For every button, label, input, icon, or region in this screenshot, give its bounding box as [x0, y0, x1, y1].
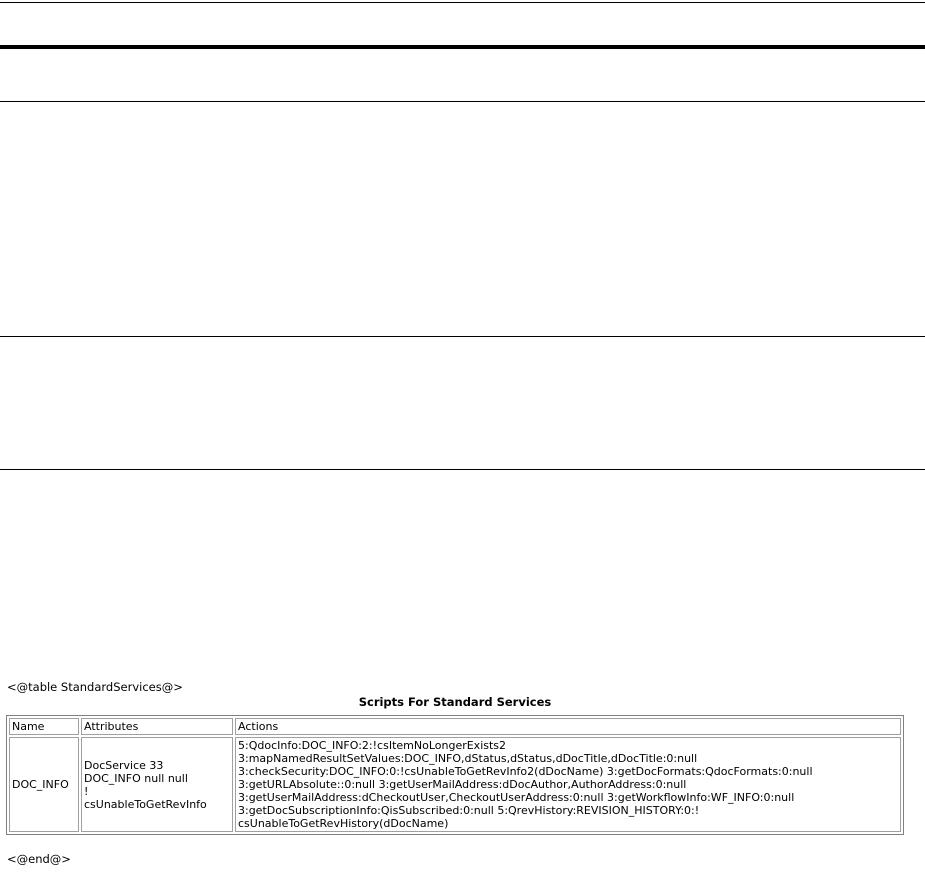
service-actions-cell — [235, 737, 901, 832]
services-table — [6, 715, 904, 835]
section-rule — [0, 469, 925, 470]
action-line: 3:getURLAbsolute::0:null 3:getUserMailAddress:dDocAuthor,AuthorAddress:0:null — [238, 778, 687, 791]
attribute-line: DOC_INFO null null — [84, 771, 188, 785]
table-open-tag: <@table StandardServices@> — [7, 680, 183, 694]
attribute-line: ! — [84, 784, 89, 798]
action-line: 3:checkSecurity:DOC_INFO:0:!csUnableToGetRevInfo2(dDocName) 3:getDocFormats:QdocFormats:0:null — [238, 765, 813, 778]
table-caption: Scripts For Standard Services — [358, 695, 552, 709]
attribute-line: DocService 33 — [84, 758, 164, 772]
table-close-tag: <@end@> — [7, 852, 71, 866]
action-line: csUnableToGetRevHistory(dDocName) — [238, 817, 449, 830]
table-header-row — [9, 718, 901, 735]
section-rule — [0, 336, 925, 337]
action-line: 3:getUserMailAddress:dCheckoutUser,CheckoutUserAddress:0:null 3:getWorkflowInfo:WF_INFO:0:null — [238, 791, 795, 804]
service-attributes-cell — [81, 737, 233, 832]
header-actions: Actions — [235, 718, 901, 735]
action-line: 5:QdocInfo:DOC_INFO:2:!csItemNoLongerExists2 — [238, 739, 507, 752]
top-rule — [0, 2, 925, 3]
action-line: 3:mapNamedResultSetValues:DOC_INFO,dStatus,dStatus,dDocTitle,dDocTitle:0:null — [238, 752, 698, 765]
header-attributes: Attributes — [81, 718, 233, 735]
section-rule — [0, 101, 925, 102]
header-name: Name — [9, 718, 79, 735]
table-row — [9, 737, 901, 832]
service-name-cell: DOC_INFO — [9, 737, 79, 832]
action-line: 3:getDocSubscriptionInfo:QisSubscribed:0:null 5:QrevHistory:REVISION_HISTORY:0:! — [238, 804, 700, 817]
heavy-rule — [0, 45, 925, 49]
attribute-line: csUnableToGetRevInfo — [84, 797, 207, 811]
